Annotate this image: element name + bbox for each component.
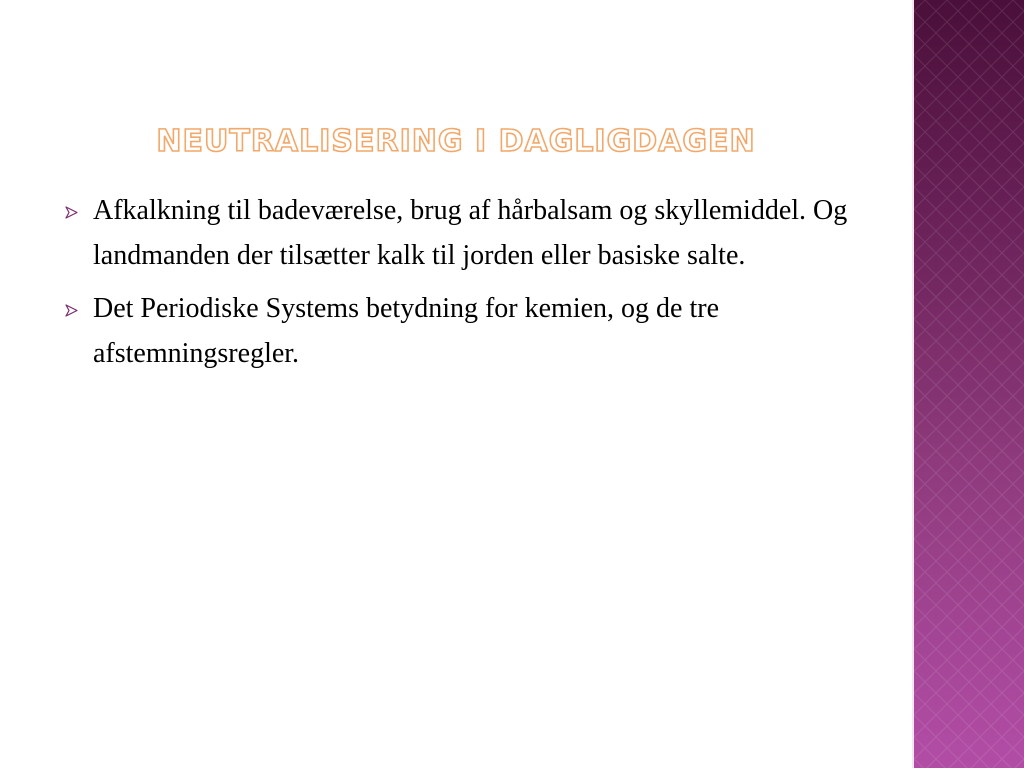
arrow-bullet-icon bbox=[65, 206, 79, 219]
decorative-side-band bbox=[912, 0, 1024, 768]
slide-title: NEUTRALISERING I DAGLIGDAGEN bbox=[156, 124, 756, 159]
bullet-item bbox=[60, 188, 850, 278]
arrow-bullet-icon bbox=[65, 304, 79, 317]
diamond-pattern bbox=[914, 0, 1024, 768]
bullet-text: Afkalkning til badeværelse, brug af hårbalsam og skyllemiddel. Og landmanden der tilsætter kalk til jorden eller basiske salte. bbox=[93, 195, 848, 271]
bullet-text: Det Periodiske Systems betydning for kemien, og de tre afstemningsregler. bbox=[93, 293, 719, 369]
bullet-item bbox=[60, 286, 850, 376]
bullet-list bbox=[60, 188, 850, 384]
